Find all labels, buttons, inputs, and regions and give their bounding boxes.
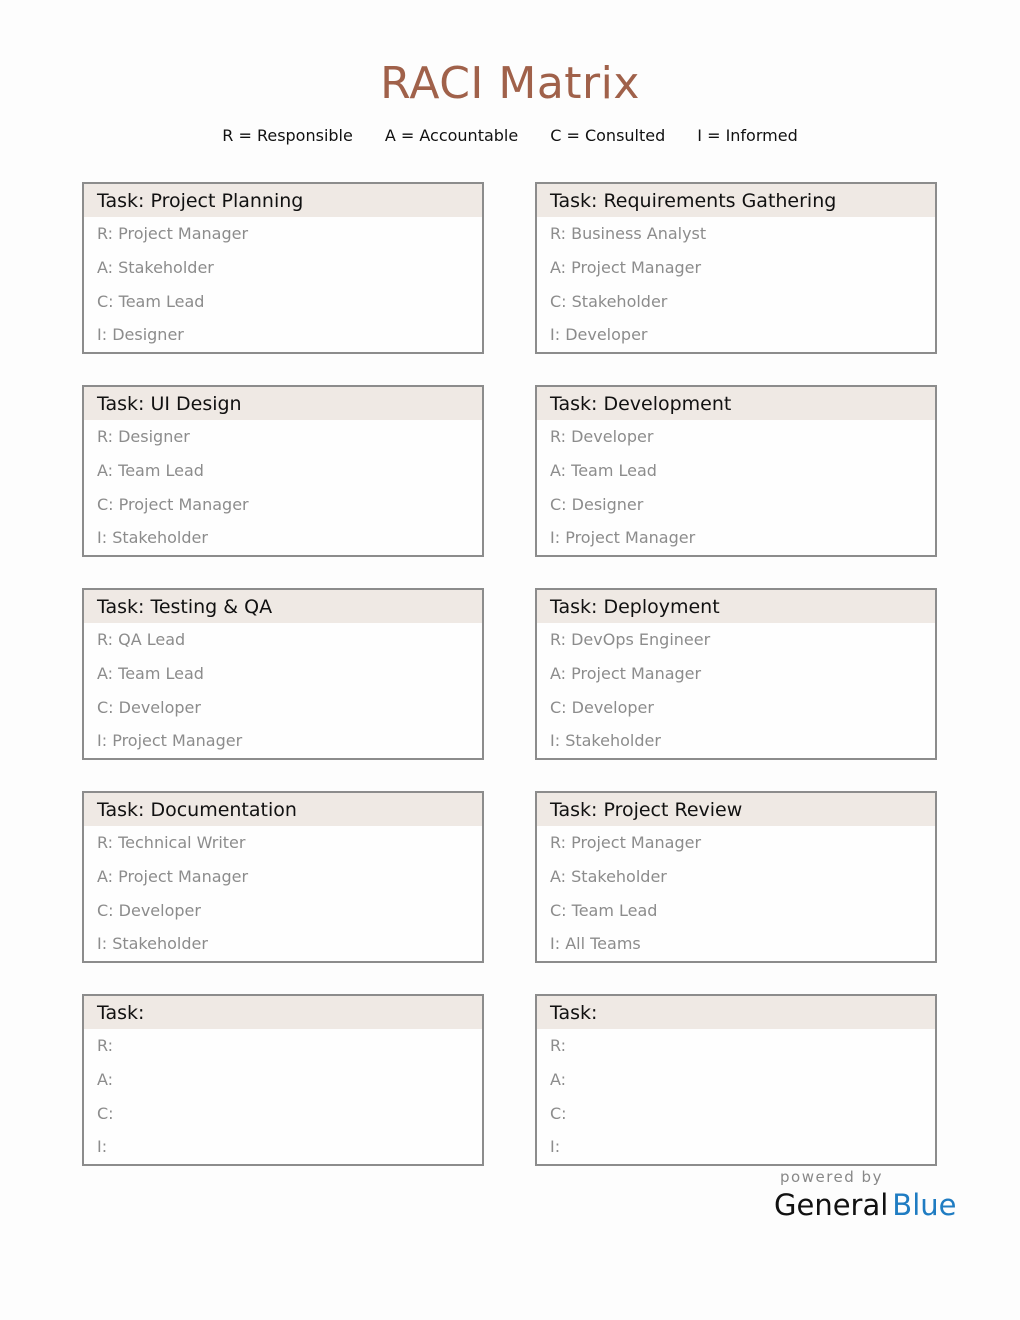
brand-general: General bbox=[774, 1188, 889, 1222]
task-header[interactable]: Task: Testing & QA bbox=[84, 590, 482, 623]
raci-row-c[interactable]: C: Developer bbox=[97, 697, 201, 717]
task-card bbox=[82, 791, 484, 963]
task-card bbox=[535, 791, 937, 963]
raci-row-i[interactable]: I: All Teams bbox=[550, 934, 641, 954]
raci-row-r[interactable]: R: Project Manager bbox=[550, 833, 702, 852]
raci-row-c[interactable]: C: bbox=[550, 1103, 567, 1123]
task-header[interactable]: Task: Deployment bbox=[537, 590, 935, 623]
raci-row-c[interactable]: C: Team Lead bbox=[97, 291, 205, 311]
task-card bbox=[82, 182, 484, 354]
raci-row-a[interactable]: A: Project Manager bbox=[550, 663, 702, 683]
task-card bbox=[82, 994, 484, 1166]
raci-row-c[interactable]: C: Designer bbox=[550, 494, 644, 514]
raci-row-r[interactable]: R: DevOps Engineer bbox=[550, 630, 711, 649]
page-title: RACI Matrix bbox=[380, 58, 640, 109]
raci-row-i[interactable]: I: Developer bbox=[550, 325, 648, 345]
raci-row-i[interactable]: I: bbox=[550, 1137, 561, 1157]
powered-by-label: powered by bbox=[780, 1168, 883, 1186]
raci-row-i[interactable]: I: Stakeholder bbox=[97, 934, 208, 954]
task-card bbox=[535, 994, 937, 1166]
raci-row-r[interactable]: R: bbox=[97, 1036, 114, 1055]
raci-row-a[interactable]: A: Stakeholder bbox=[550, 866, 667, 886]
legend-consulted: C = Consulted bbox=[550, 126, 666, 145]
raci-row-a[interactable]: A: Team Lead bbox=[97, 460, 204, 480]
raci-row-r[interactable]: R: bbox=[550, 1036, 567, 1055]
raci-row-a[interactable]: A: bbox=[97, 1069, 114, 1089]
raci-row-a[interactable]: A: bbox=[550, 1069, 567, 1089]
raci-row-c[interactable]: C: Project Manager bbox=[97, 494, 249, 514]
raci-row-c[interactable]: C: Developer bbox=[97, 900, 201, 920]
raci-row-r[interactable]: R: Technical Writer bbox=[97, 833, 246, 852]
task-header[interactable]: Task: Development bbox=[537, 387, 935, 420]
raci-row-c[interactable]: C: Developer bbox=[550, 697, 654, 717]
raci-row-c[interactable]: C: bbox=[97, 1103, 114, 1123]
raci-row-c[interactable]: C: Stakeholder bbox=[550, 291, 668, 311]
raci-row-i[interactable]: I: Stakeholder bbox=[550, 731, 661, 751]
raci-row-r[interactable]: R: Developer bbox=[550, 427, 654, 446]
raci-row-i[interactable]: I: Project Manager bbox=[97, 731, 243, 751]
task-header[interactable]: Task: Documentation bbox=[84, 793, 482, 826]
legend-informed: I = Informed bbox=[697, 126, 798, 145]
raci-row-a[interactable]: A: Project Manager bbox=[550, 257, 702, 277]
raci-row-i[interactable]: I: Designer bbox=[97, 325, 184, 345]
raci-row-a[interactable]: A: Project Manager bbox=[97, 866, 249, 886]
task-card bbox=[82, 385, 484, 557]
raci-row-a[interactable]: A: Team Lead bbox=[550, 460, 657, 480]
raci-row-r[interactable]: R: QA Lead bbox=[97, 630, 186, 649]
raci-row-i[interactable]: I: bbox=[97, 1137, 108, 1157]
task-header[interactable]: Task: bbox=[537, 996, 935, 1029]
legend-accountable: A = Accountable bbox=[384, 126, 519, 145]
raci-row-i[interactable]: I: Project Manager bbox=[550, 528, 696, 548]
task-card bbox=[82, 588, 484, 760]
raci-row-c[interactable]: C: Team Lead bbox=[550, 900, 658, 920]
task-header[interactable]: Task: Project Planning bbox=[84, 184, 482, 217]
raci-row-r[interactable]: R: Business Analyst bbox=[550, 224, 707, 243]
task-header[interactable]: Task: Requirements Gathering bbox=[537, 184, 935, 217]
brand-blue: Blue bbox=[892, 1188, 957, 1222]
raci-row-r[interactable]: R: Designer bbox=[97, 427, 190, 446]
task-header[interactable]: Task: bbox=[84, 996, 482, 1029]
legend-responsible: R = Responsible bbox=[222, 126, 353, 145]
raci-row-a[interactable]: A: Team Lead bbox=[97, 663, 204, 683]
brand-logo[interactable] bbox=[774, 1188, 956, 1222]
legend bbox=[0, 126, 1020, 145]
raci-row-a[interactable]: A: Stakeholder bbox=[97, 257, 214, 277]
task-card bbox=[535, 182, 937, 354]
task-card bbox=[535, 588, 937, 760]
task-header[interactable]: Task: Project Review bbox=[537, 793, 935, 826]
task-card bbox=[535, 385, 937, 557]
raci-row-i[interactable]: I: Stakeholder bbox=[97, 528, 208, 548]
task-header[interactable]: Task: UI Design bbox=[84, 387, 482, 420]
raci-row-r[interactable]: R: Project Manager bbox=[97, 224, 249, 243]
